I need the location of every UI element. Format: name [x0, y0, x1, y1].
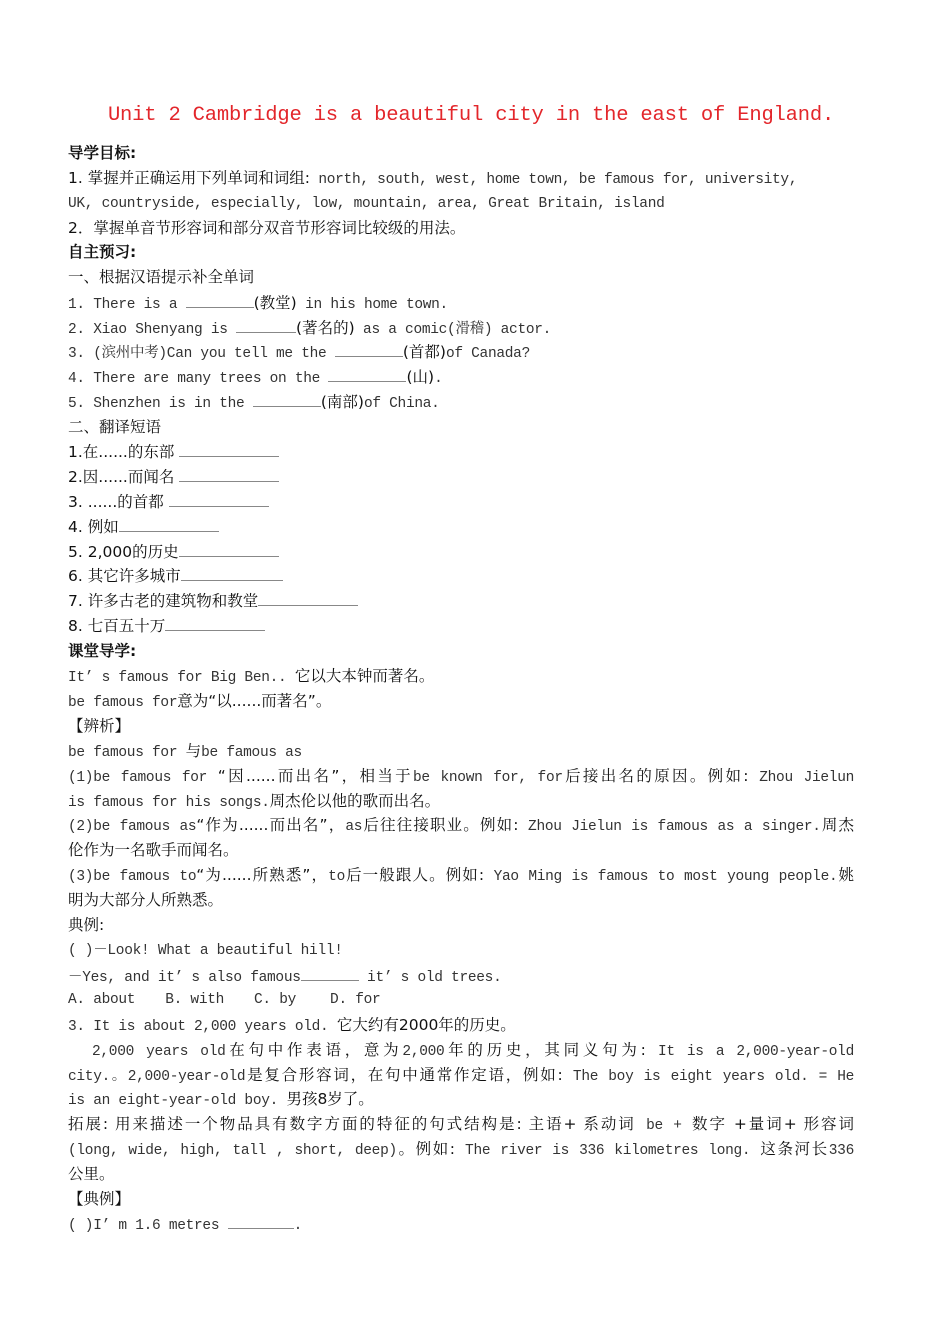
- phrase-item-3: 3. ......的首都: [68, 492, 269, 512]
- extension-line-1: 拓展: 用来描述一个物品具有数字方面的特征的句式结构是: 主语+ 系动词 be + 数字 +量词+ 形容词: [68, 1115, 854, 1134]
- example-heading: 典例:: [68, 916, 105, 934]
- document-title: Unit 2 Cambridge is a beautiful city in the east of England.: [107, 104, 835, 127]
- key-meaning: be famous for意为“以......而著名”。: [68, 692, 332, 711]
- answer-blank[interactable]: [228, 1214, 294, 1229]
- option-c[interactable]: C. by: [254, 992, 297, 1008]
- section2-heading: 二、翻译短语: [68, 418, 162, 436]
- fill-item-1: 1. There is a (教堂) in his home town.: [68, 294, 448, 313]
- fill-item-4: 4. There are many trees on the (山).: [68, 368, 443, 387]
- answer-blank[interactable]: [328, 367, 406, 382]
- option-d[interactable]: D. for: [330, 992, 381, 1008]
- objective-1: 1. 掌握并正确运用下列单词和词组: north, south, west, home town, be famous for, university,: [68, 169, 798, 188]
- answer-blank[interactable]: [335, 342, 403, 357]
- p3-line-3: is an eight-year-old boy. 男孩8岁了。: [68, 1090, 374, 1109]
- phrase-item-8: 8. 七百五十万: [68, 616, 265, 636]
- point-1-line-2: is famous for his songs.周杰伦以他的歌而出名。: [68, 792, 441, 811]
- answer-blank[interactable]: [186, 293, 254, 308]
- point-3-line-1: (3)be famous to“为......所熟悉”，to后一般跟人。例如: Yao Ming is famous to most young people.姚: [68, 866, 854, 885]
- p3-line-2: city.。2,000-year-old是复合形容词，在句中通常作定语，例如: The boy is eight years old. = He: [68, 1066, 854, 1085]
- extension-line-3: 公里。: [68, 1165, 115, 1183]
- p3-line-1: 2,000 years old在句中作表语，意为2,000年的历史，其同义句为: It is a 2,000-year-old: [92, 1041, 854, 1060]
- answer-blank[interactable]: [179, 467, 279, 482]
- point-2-line-1: (2)be famous as“作为......而出名”，as后往往接职业。例如: Zhou Jielun is famous as a singer.周杰: [68, 816, 854, 835]
- objective-2: 2．掌握单音节形容词和部分双音节形容词比较级的用法。: [68, 219, 466, 237]
- preview-heading: 自主预习:: [68, 243, 137, 261]
- point-3-line-2: 明为大部分人所熟悉。: [68, 891, 224, 909]
- phrase-item-7: 7. 许多古老的建筑物和教堂: [68, 591, 358, 611]
- analysis-heading: 【辨析】: [68, 717, 131, 735]
- key-sentence: It’ s famous for Big Ben.. 它以大本钟而著名。: [68, 667, 435, 686]
- point-1-line-1: (1)be famous for “因......而出名”，相当于be known for, for后接出名的原因。例如: Zhou Jielun: [68, 767, 854, 786]
- answer-blank[interactable]: [253, 392, 321, 407]
- fill-item-3: 3. (滨州中考)Can you tell me the (首都)of Canada?: [68, 343, 530, 362]
- example-question-2: －Yes, and it’ s also famous it’ s old trees.: [68, 966, 501, 988]
- answer-blank[interactable]: [169, 492, 269, 507]
- classroom-heading: 课堂导学:: [68, 642, 137, 660]
- example-question-1: ( )－Look! What a beautiful hill!: [68, 943, 343, 959]
- objectives-heading: 导学目标:: [68, 144, 137, 162]
- section1-heading: 一、根据汉语提示补全单词: [68, 268, 255, 286]
- extension-line-2: (long, wide, high, tall , short, deep)。例如: The river is 336 kilometres long. 这条河长336: [68, 1140, 854, 1159]
- phrase-item-6: 6. 其它许多城市: [68, 566, 283, 586]
- example2-question: ( )I’ m 1.6 metres .: [68, 1214, 302, 1236]
- answer-blank[interactable]: [236, 318, 296, 333]
- fill-item-2: 2. Xiao Shenyang is (著名的) as a comic(滑稽) actor.: [68, 319, 552, 338]
- point-2-line-2: 伦作为一名歌手而闻名。: [68, 841, 239, 859]
- answer-blank[interactable]: [179, 542, 279, 557]
- phrase-item-1: 1.在......的东部: [68, 442, 279, 462]
- answer-blank[interactable]: [119, 517, 219, 532]
- answer-blank[interactable]: [258, 591, 358, 606]
- answer-blank[interactable]: [179, 442, 279, 457]
- example-options: [68, 990, 380, 1010]
- phrase-item-2: 2.因......而闻名: [68, 467, 279, 487]
- phrase-item-4: 4. 例如: [68, 517, 219, 537]
- answer-blank[interactable]: [301, 966, 359, 981]
- point-3-heading: 3. It is about 2,000 years old. 它大约有2000年的历史。: [68, 1016, 516, 1035]
- fill-item-5: 5. Shenzhen is in the (南部)of China.: [68, 393, 440, 412]
- answer-blank[interactable]: [165, 616, 265, 631]
- option-b[interactable]: B. with: [165, 992, 225, 1008]
- example2-heading: 【典例】: [68, 1190, 131, 1208]
- option-a[interactable]: A. about: [68, 992, 136, 1008]
- objective-1-cont: UK, countryside, especially, low, mountain, area, Great Britain, island: [68, 196, 665, 212]
- phrase-item-5: 5. 2,000的历史: [68, 542, 279, 562]
- compare-line: be famous for 与be famous as: [68, 742, 302, 761]
- answer-blank[interactable]: [181, 566, 283, 581]
